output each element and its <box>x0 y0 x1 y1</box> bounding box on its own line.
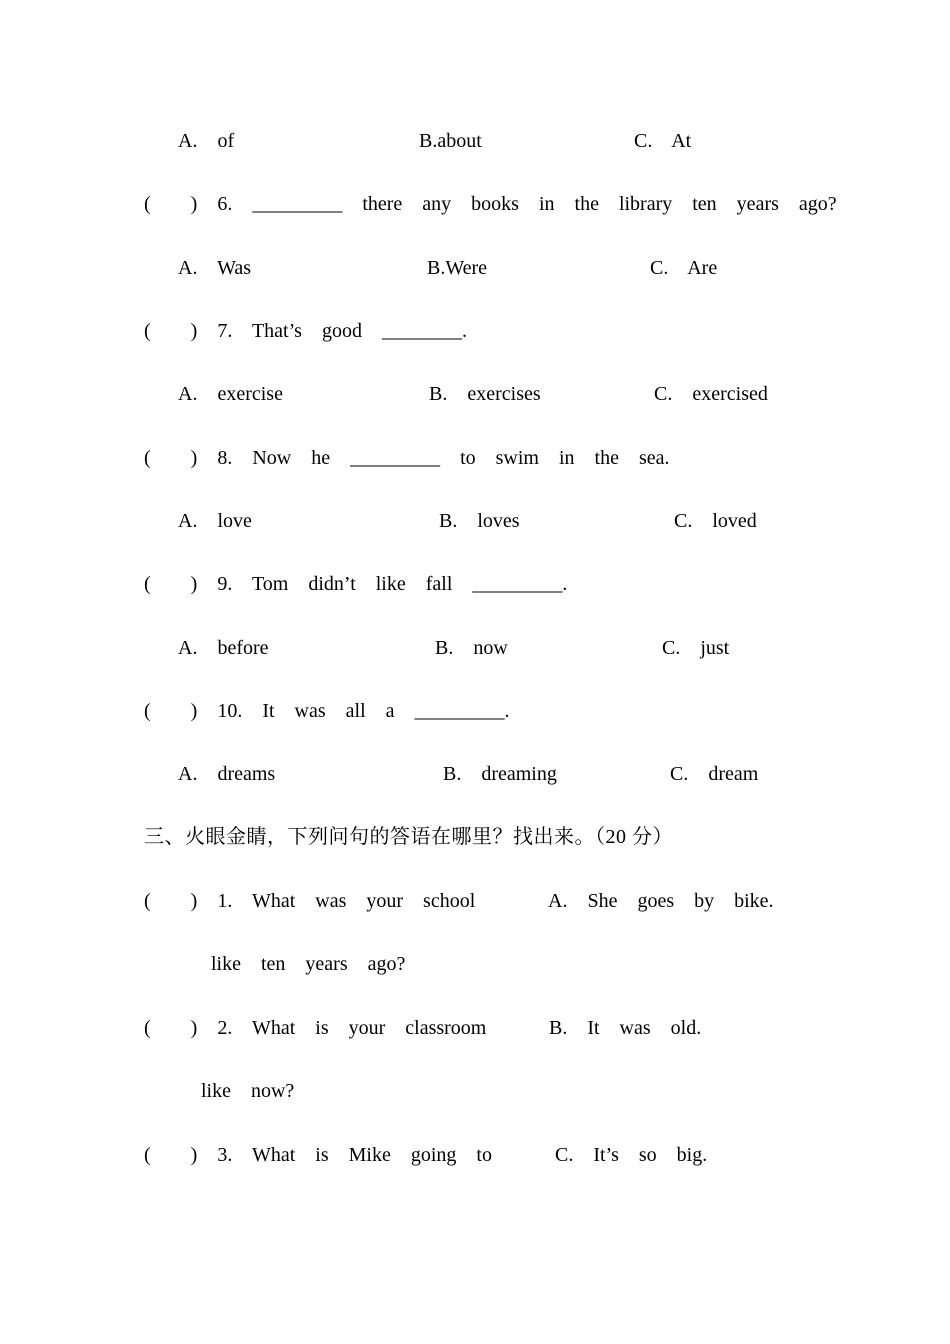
q8-option-b: B. loves <box>439 510 520 532</box>
q9-option-a: A. before <box>178 637 269 659</box>
q5-option-a: A. of <box>178 130 235 152</box>
q6-option-a: A. Was <box>178 257 252 279</box>
match-question-1: ( ) 1. What was your school <box>144 890 476 912</box>
q10-stem: ( ) 10. It was all a _________. <box>144 700 510 722</box>
match-question-2: ( ) 2. What is your classroom <box>144 1017 487 1039</box>
q8-option-a: A. love <box>178 510 252 532</box>
match-answer-a: A. She goes by bike. <box>548 890 774 912</box>
q7-option-a: A. exercise <box>178 383 283 405</box>
match-answer-b: B. It was old. <box>549 1017 702 1039</box>
match-question-2-continued: like now? <box>201 1080 295 1102</box>
q8-option-c: C. loved <box>674 510 757 532</box>
q7-option-b: B. exercises <box>429 383 541 405</box>
match-question-1-continued: like ten years ago? <box>211 953 406 975</box>
q9-stem: ( ) 9. Tom didn’t like fall _________. <box>144 573 568 595</box>
q8-stem: ( ) 8. Now he _________ to swim in the sea. <box>144 447 670 469</box>
q9-option-b: B. now <box>435 637 508 659</box>
q5-option-b: B.about <box>419 130 482 152</box>
q6-option-c: C. Are <box>650 257 718 279</box>
q7-stem: ( ) 7. That’s good ________. <box>144 320 467 342</box>
section-3-heading: 三、火眼金睛，下列问句的答语在哪里？找出来。（20 分） <box>144 826 673 848</box>
q10-option-c: C. dream <box>670 763 759 785</box>
q10-option-b: B. dreaming <box>443 763 557 785</box>
q9-option-c: C. just <box>662 637 730 659</box>
q5-option-c: C. At <box>634 130 692 152</box>
q10-option-a: A. dreams <box>178 763 276 785</box>
q6-option-b: B.Were <box>427 257 488 279</box>
q7-option-c: C. exercised <box>654 383 768 405</box>
match-question-3: ( ) 3. What is Mike going to <box>144 1144 492 1166</box>
q6-stem: ( ) 6. _________ there any books in the library ten years ago? <box>144 193 837 215</box>
match-answer-c: C. It’s so big. <box>555 1144 708 1166</box>
